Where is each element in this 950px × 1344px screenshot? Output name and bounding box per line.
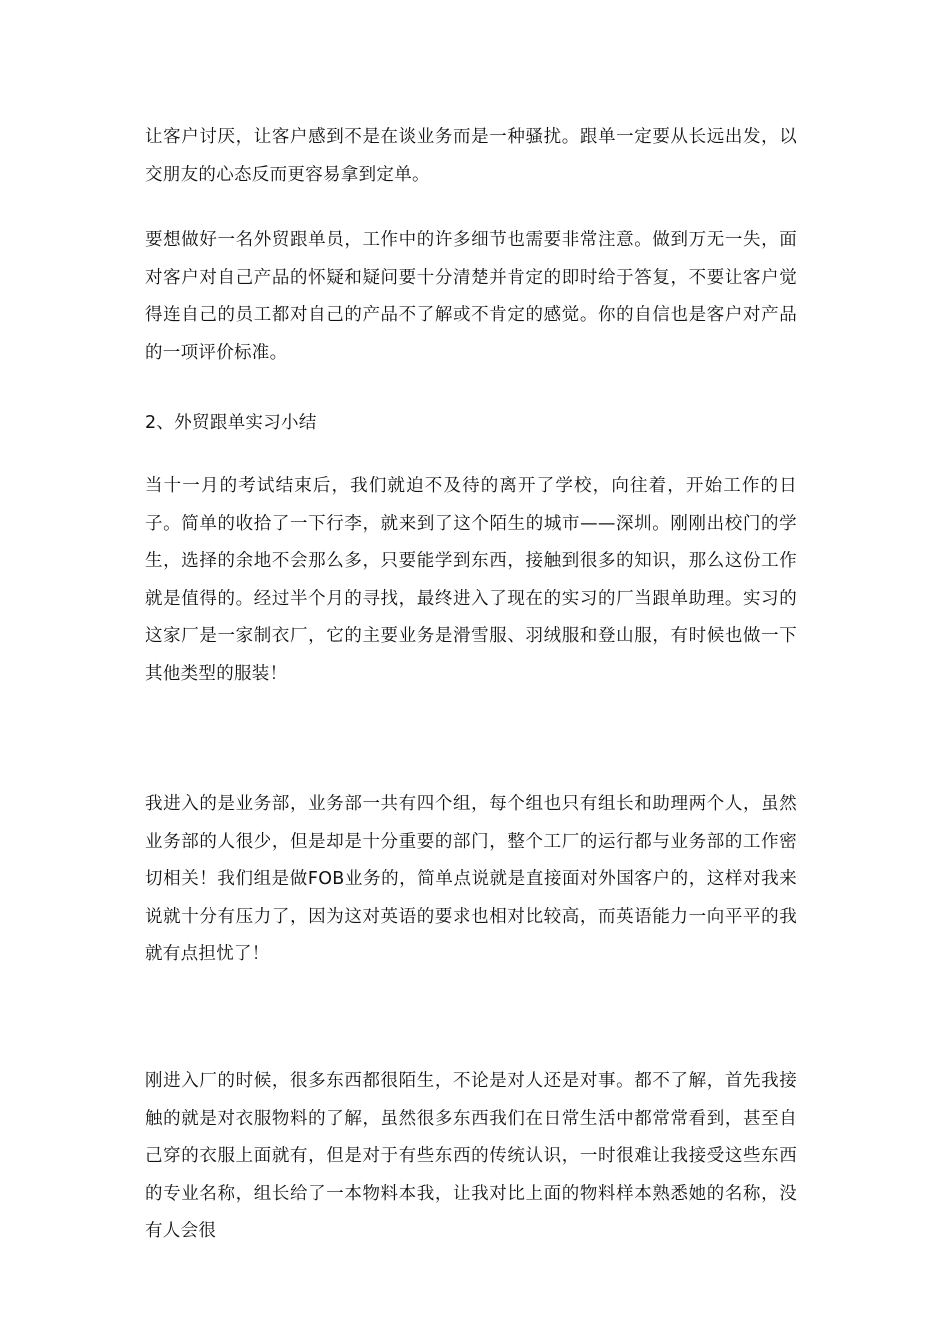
paragraph-2: 要想做好一名外贸跟单员，工作中的许多细节也需要非常注意。做到万无一失，面对客户对自己产品的怀疑和疑问要十分清楚并肯定的即时给于答复，不要让客户觉得连自己的员工都对自己的产品不了解或不肯定的感觉。你的自信也是客户对产品的一项评价标准。 (145, 230, 797, 363)
paragraph-3: 当十一月的考试结束后，我们就迫不及待的离开了学校，向往着，开始工作的日子。简单的收拾了一下行李，就来到了这个陌生的城市——深圳。刚刚出校门的学生，选择的余地不会那么多，只要能学到东西，接触到很多的知识，那么这份工作就是值得的。经过半个月的寻找，最终进入了现在的实习的厂当跟单助理。实习的这家厂是一家制衣厂，它的主要业务是滑雪服、羽绒服和登山服，有时候也做一下其他类型的服装！ (145, 476, 797, 684)
paragraph-1: 让客户讨厌，让客户感到不是在谈业务而是一种骚扰。跟单一定要从长远出发，以交朋友的心态反而更容易拿到定单。 (145, 127, 797, 185)
paragraph-5: 刚进入厂的时候，很多东西都很陌生，不论是对人还是对事。都不了解，首先我接触的就是对衣服物料的了解，虽然很多东西我们在日常生活中都常常看到，甚至自己穿的衣服上面就有，但是对于有些东西的传统认识，一时很难让我接受这些东西的专业名称，组长给了一本物料本我，让我对比上面的物料样本熟悉她的名称，没有人会很 (145, 1071, 797, 1241)
section-heading: 2、外贸跟单实习小结 (145, 413, 317, 433)
paragraph-4: 我进入的是业务部，业务部一共有四个组，每个组也只有组长和助理两个人，虽然业务部的人很少，但是却是十分重要的部门，整个工厂的运行都与业务部的工作密切相关！我们组是做FOB业务的，简单点说就是直接面对外国客户的，这样对我来说就十分有压力了，因为这对英语的要求也相对比较高，而英语能力一向平平的我就有点担忧了！ (145, 794, 797, 964)
